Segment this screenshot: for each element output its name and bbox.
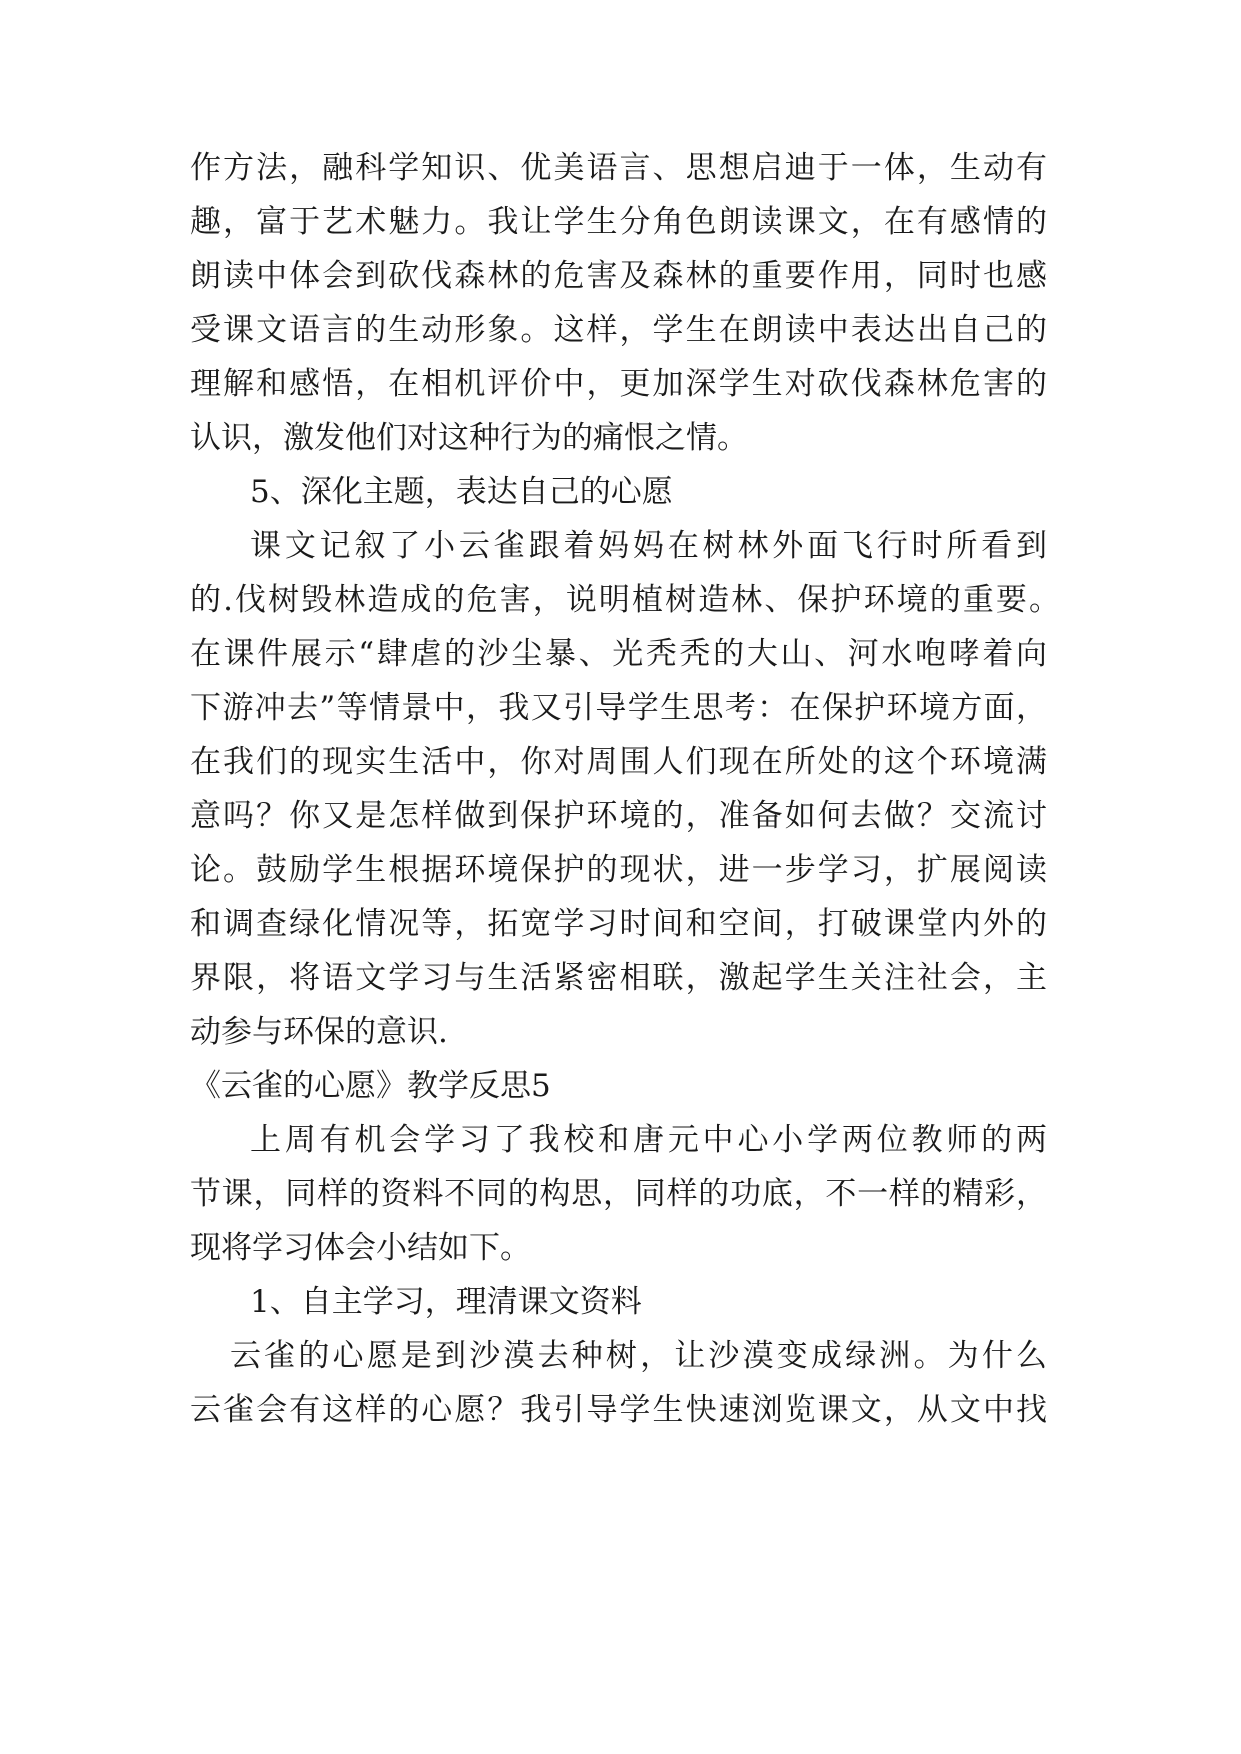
paragraph-line: 的.伐树毁林造成的危害，说明植树造林、保护环境的重要。 — [190, 582, 1060, 618]
paragraph-line: 动参与环保的意识. — [190, 1014, 448, 1050]
paragraph-line: 作方法，融科学知识、优美语言、思想启迪于一体，生动有 — [190, 150, 1047, 186]
paragraph-line: 界限，将语文学习与生活紧密相联，激起学生关注社会，主 — [190, 960, 1047, 996]
paragraph-line: 理解和感悟，在相机评价中，更加深学生对砍伐森林危害的 — [190, 366, 1047, 402]
paragraph-line: 节课，同样的资料不同的构思，同样的功底，不一样的精彩， — [190, 1176, 1047, 1212]
paragraph-line: 课文记叙了小云雀跟着妈妈在树林外面飞行时所看到 — [250, 528, 1047, 564]
paragraph-line: 受课文语言的生动形象。这样，学生在朗读中表达出自己的 — [190, 312, 1047, 348]
section-heading: 5、深化主题，表达自己的心愿 — [250, 474, 673, 510]
paragraph-line: 论。鼓励学生根据环境保护的现状，进一步学习，扩展阅读 — [190, 852, 1047, 888]
paragraph-line: 在课件展示“肆虐的沙尘暴、光秃秃的大山、河水咆哮着向 — [190, 636, 1047, 672]
article-title: 《云雀的心愿》教学反思5 — [190, 1068, 551, 1104]
paragraph-line: 朗读中体会到砍伐森林的危害及森林的重要作用，同时也感 — [190, 258, 1047, 294]
paragraph-line: 云雀的心愿是到沙漠去种树，让沙漠变成绿洲。为什么 — [230, 1338, 1047, 1374]
paragraph-line: 意吗？你又是怎样做到保护环境的，准备如何去做？交流讨 — [190, 798, 1047, 834]
paragraph-line: 下游冲去”等情景中，我又引导学生思考：在保护环境方面， — [190, 690, 1047, 726]
paragraph-line: 在我们的现实生活中，你对周围人们现在所处的这个环境满 — [190, 744, 1047, 780]
paragraph-line: 认识，激发他们对这种行为的痛恨之情。 — [190, 420, 748, 456]
paragraph-line: 和调查绿化情况等，拓宽学习时间和空间，打破课堂内外的 — [190, 906, 1047, 942]
paragraph-line: 云雀会有这样的心愿？我引导学生快速浏览课文，从文中找 — [190, 1392, 1047, 1428]
paragraph-line: 现将学习体会小结如下。 — [190, 1230, 531, 1266]
paragraph-line: 趣，富于艺术魅力。我让学生分角色朗读课文，在有感情的 — [190, 204, 1047, 240]
section-heading: 1、自主学习，理清课文资料 — [250, 1284, 642, 1320]
paragraph-line: 上周有机会学习了我校和唐元中心小学两位教师的两 — [250, 1122, 1047, 1158]
